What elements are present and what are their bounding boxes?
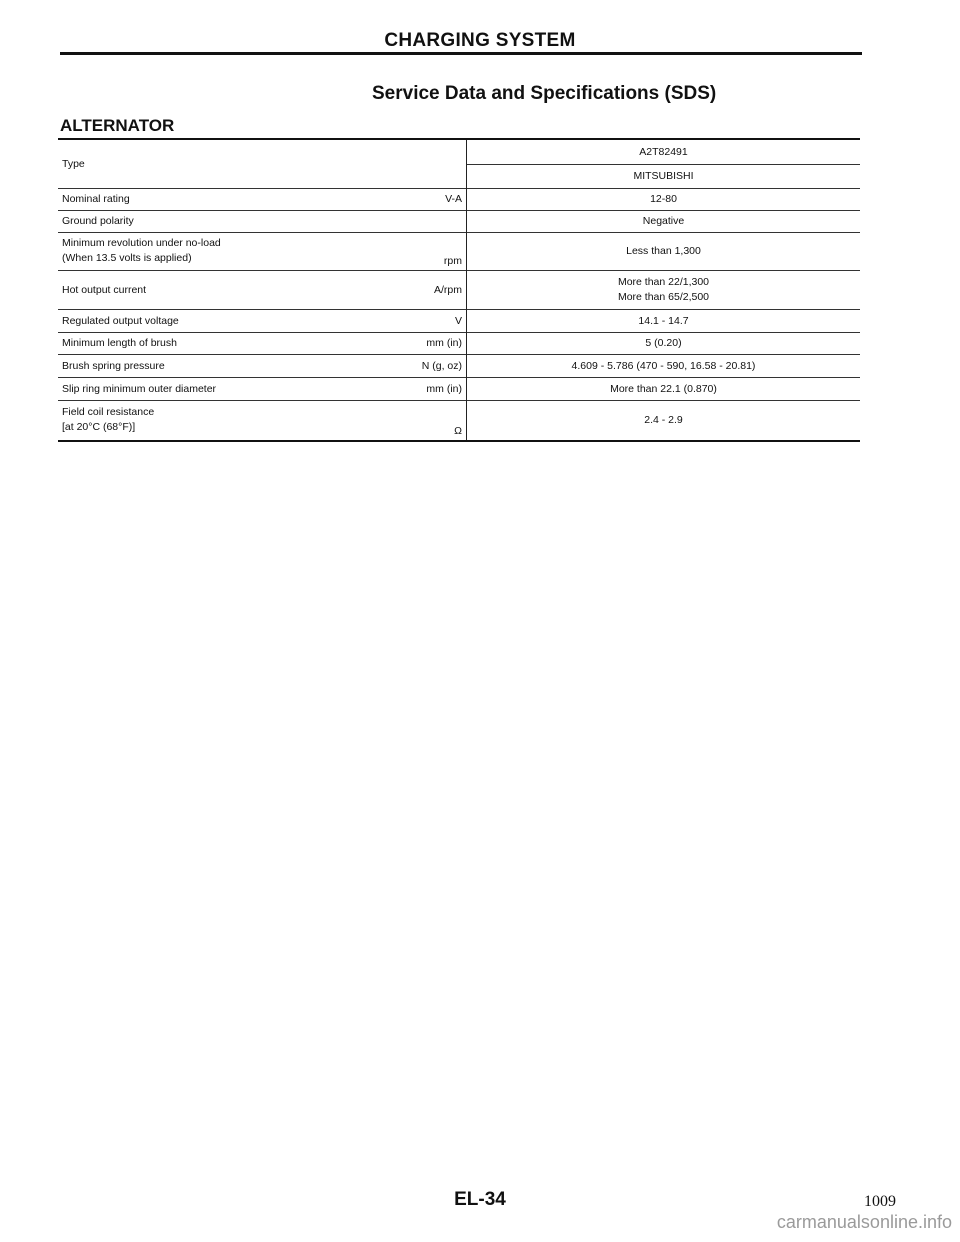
spec-label: Nominal rating — [58, 188, 386, 210]
spec-unit: V — [386, 309, 467, 332]
spec-unit: rpm — [386, 232, 467, 270]
spec-value: 4.609 - 5.786 (470 - 590, 16.58 - 20.81) — [467, 354, 861, 377]
page-number: 1009 — [864, 1193, 896, 1210]
spec-value: Less than 1,300 — [467, 232, 861, 270]
section-title: Service Data and Specifications (SDS) — [372, 83, 717, 104]
spec-value: More than 22.1 (0.870) — [467, 377, 861, 400]
spec-unit: mm (in) — [386, 332, 467, 354]
table-row — [58, 232, 860, 270]
spec-label: Minimum length of brush — [58, 332, 386, 354]
spec-value: 2.4 - 2.9 — [467, 400, 861, 441]
spec-unit — [386, 139, 467, 188]
spec-label: Slip ring minimum outer diameter — [58, 377, 386, 400]
header-rule — [60, 52, 862, 55]
spec-unit: Ω — [386, 400, 467, 441]
header-title: CHARGING SYSTEM — [384, 30, 576, 51]
spec-label: Hot output current — [58, 270, 386, 309]
table-row — [58, 332, 860, 354]
spec-value: 12-80 — [467, 188, 861, 210]
spec-unit — [386, 210, 467, 232]
table-row — [58, 377, 860, 400]
table-row — [58, 270, 860, 309]
spec-label-line: (When 13.5 volts is applied) — [62, 252, 192, 264]
table-row — [58, 188, 860, 210]
table-row — [58, 400, 860, 441]
spec-label: Ground polarity — [58, 210, 386, 232]
spec-value: A2T82491 — [639, 145, 688, 158]
table-row — [58, 309, 860, 332]
spec-value: MITSUBISHI — [467, 164, 861, 188]
spec-unit: N (g, oz) — [386, 354, 467, 377]
spec-label-line: [at 20°C (68°F)] — [62, 421, 136, 434]
spec-unit: mm (in) — [386, 377, 467, 400]
table-row — [58, 354, 860, 377]
spec-value: 5 (0.20) — [467, 332, 861, 354]
spec-label: Regulated output voltage — [58, 309, 386, 332]
spec-value-line: More than 22/1,300 — [617, 275, 710, 288]
table-row — [58, 210, 860, 232]
spec-value: Negative — [467, 210, 861, 232]
spec-value — [467, 270, 861, 309]
table-row — [58, 139, 860, 164]
spec-label: Type — [62, 157, 85, 170]
spec-label-line: Minimum revolution under no-load — [62, 237, 221, 249]
spec-label — [58, 232, 386, 270]
spec-value: 14.1 - 14.7 — [467, 309, 861, 332]
watermark-text: carmanualsonline.info — [776, 1212, 952, 1232]
alternator-spec-table — [58, 138, 860, 442]
spec-value-line: More than 65/2,500 — [617, 290, 710, 303]
spec-label-line: Field coil resistance — [62, 406, 155, 419]
spec-label — [58, 400, 386, 441]
spec-unit: V-A — [386, 188, 467, 210]
spec-unit: A/rpm — [386, 270, 467, 309]
page-code: EL-34 — [454, 1189, 506, 1210]
alternator-heading: ALTERNATOR — [60, 116, 175, 135]
spec-label: Brush spring pressure — [58, 354, 386, 377]
